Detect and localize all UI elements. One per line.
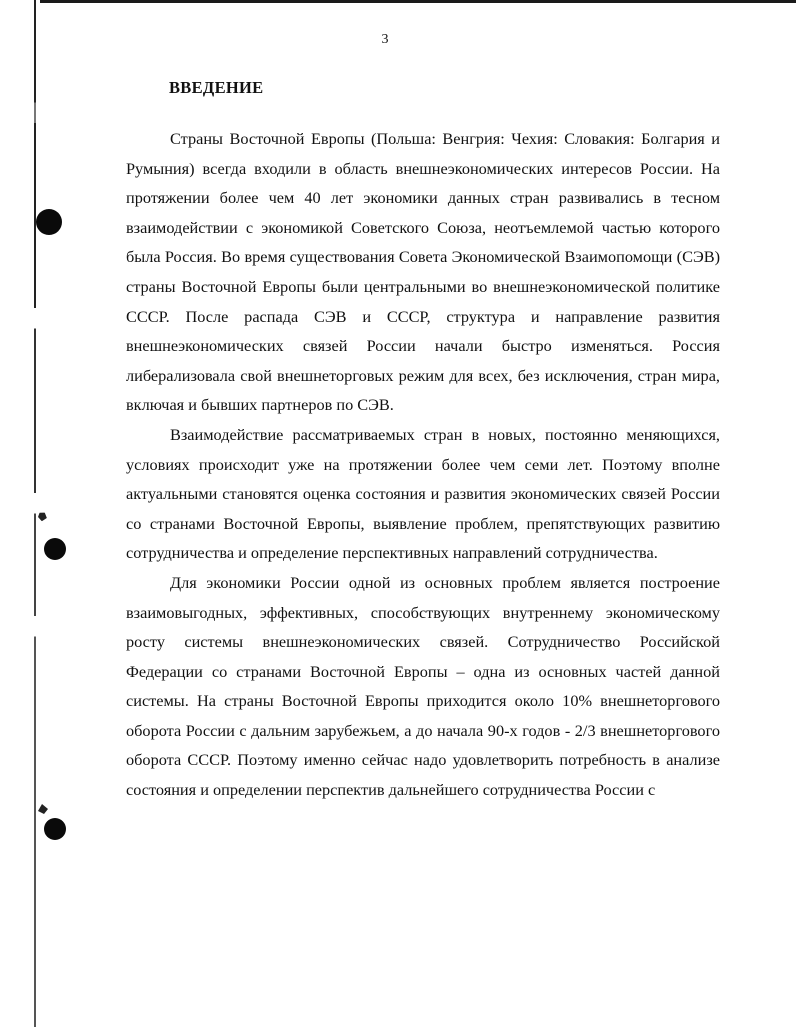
- scan-top-border: [40, 0, 796, 3]
- scan-left-border: [34, 0, 36, 1027]
- section-heading: ВВЕДЕНИЕ: [169, 78, 264, 97]
- paragraph-2: Взаимодействие рассматриваемых стран в новых, постоянно меняющихся, условиях происходит уже на протяжении более чем семи лет. Поэтому вполне актуальными становятся оценка состояния и развития экономических связей России со странами Восточной Европы, выявление проблем, препятствующих развитию сотрудничества и определение перспективных направлений сотрудничества.: [126, 424, 720, 563]
- paragraph-1: Страны Восточной Европы (Польша: Венгрия: Чехия: Словакия: Болгария и Румыния) всегда входили в область внешнеэкономических интересов России. На протяжении более чем 40 лет экономики данных стран развивались в тесном взаимодействии с экономикой Советского Союза, неотъемлемой частью которого была Россия. Во время существования Совета Экономической Взаимопомощи (СЭВ) страны Восточной Европы были центральными во внешнеэкономической политике СССР. После распада СЭВ и СССР, структура и направление развития внешнеэкономических связей России начали быстро изменяться. Россия либерализовала свой внешнеторговых режим для всех, без исключения, стран мира, включая и бывших партнеров по СЭВ.: [126, 129, 720, 415]
- scan-smudge-mark: [38, 804, 48, 814]
- page-number: 3: [381, 32, 389, 47]
- paragraph-3: Для экономики России одной из основных проблем является построение взаимовыгодных, эффективных, способствующих внутреннему экономическому росту системы внешнеэкономических связей. Сотрудничество Российской Федерации со странами Восточной Европы – одна из основных частей данной системы. На страны Восточной Европы приходится около 10% внешнеторгового оборота России с дальним зарубежьем, а до начала 90-х годов - 2/3 внешнеторгового оборота СССР. Поэтому именно сейчас надо удовлетворить потребность в анализе состояния и определении перспектив дальнейшего сотрудничества России с: [126, 572, 720, 800]
- body-text: [126, 124, 720, 805]
- binder-hole-mark: [36, 209, 62, 235]
- binder-hole-mark: [44, 538, 66, 560]
- binder-hole-mark: [44, 818, 66, 840]
- scan-smudge-mark: [36, 510, 48, 522]
